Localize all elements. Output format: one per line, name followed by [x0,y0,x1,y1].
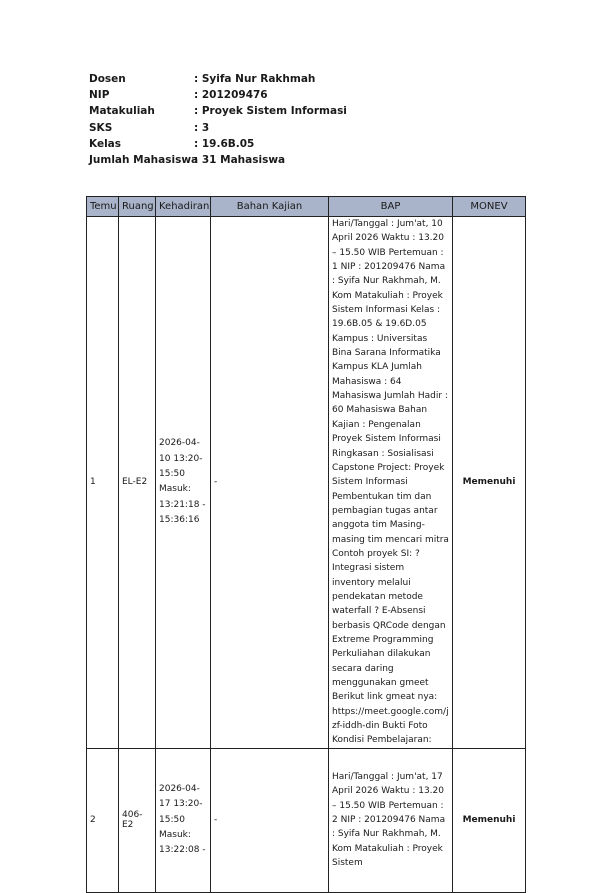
column-header-ruang: Ruang [119,197,156,217]
column-header-monev: MONEV [453,197,526,217]
info-value: : 19.6B.05 [194,137,255,150]
info-value: : 201209476 [194,89,268,102]
table-row [87,748,526,892]
bap-cell: Hari/Tanggal : Jum'at, 17 April 2026 Waktu : 13.20 – 15.50 WIB Pertemuan : 2 NIP : 201209476 Nama : Syifa Nur Rakhmah, M. Kom Matakuliah : Proyek Sistem [329,748,453,892]
info-label: Kelas [89,137,122,150]
kehadiran-cell: 2026-04-10 13:20-15:50 Masuk: 13:21:18 - 15:36:16 [156,217,211,749]
table-row [87,217,526,749]
temu-cell: 1 [87,217,119,749]
attendance-table [86,196,526,893]
bap-cell: Hari/Tanggal : Jum'at, 10 April 2026 Waktu : 13.20 – 15.50 WIB Pertemuan : 1 NIP : 201209476 Nama : Syifa Nur Rakhmah, M. Kom Matakuliah : Proyek Sistem Informasi Kelas : 19.6B.05 & 19.6D.05 Kampus : Universitas Bina Sarana Informatika Kampus KLA Jumlah Mahasiswa : 64 Mahasiswa Jumlah Hadir : 60 Mahasiswa Bahan Kajian : Pengenalan Proyek Sistem Informasi Ringkasan : Sosialisasi Capstone Project: Proyek Sistem Informasi Pembentukan tim dan pembagian tugas antar anggota tim Masing-masing tim mencari mitra Contoh proyek SI: ? Integrasi sistem inventory melalui pendekatan metode waterfall ? E-Absensi berbasis QRCode dengan Extreme Programming Perkuliahan dilakukan secara daring menggunakan gmeet Berikut link gmeat nya: https://meet.google.com/jzf-iddh-din Bukti Foto Kondisi Pembelajaran: [329,217,453,749]
kehadiran-cell: 2026-04-17 13:20-15:50 Masuk: 13:22:08 - [156,748,211,892]
monev-cell: Memenuhi [453,217,526,749]
table-header-row [87,197,526,217]
info-label: Matakuliah [89,105,155,118]
column-header-temu: Temu [87,197,119,217]
ruang-cell: 406-E2 [119,748,156,892]
info-row-kelas [89,136,347,152]
column-header-bap: BAP [329,197,453,217]
info-row-dosen [89,71,347,87]
ruang-cell: EL-E2 [119,217,156,749]
info-value: : 31 Mahasiswa [194,153,286,166]
info-row-jumlah-mahasiswa [89,152,347,168]
info-label: SKS [89,121,113,134]
info-row-sks [89,120,347,136]
info-value: : Syifa Nur Rakhmah [194,73,316,85]
lecturer-info [89,71,347,168]
info-value: : 3 [194,121,210,134]
bahan-kajian-cell: - [211,217,329,749]
info-row-nip [89,87,347,103]
info-row-matakuliah [89,103,347,119]
info-label: Dosen [89,73,126,85]
bahan-kajian-cell: - [211,748,329,892]
monev-cell: Memenuhi [453,748,526,892]
info-value: : Proyek Sistem Informasi [194,105,347,118]
column-header-kehadiran: Kehadiran [156,197,211,217]
info-label: Jumlah Mahasiswa [89,153,199,166]
info-label: NIP [89,89,110,102]
temu-cell: 2 [87,748,119,892]
column-header-bahan-kajian: Bahan Kajian [211,197,329,217]
